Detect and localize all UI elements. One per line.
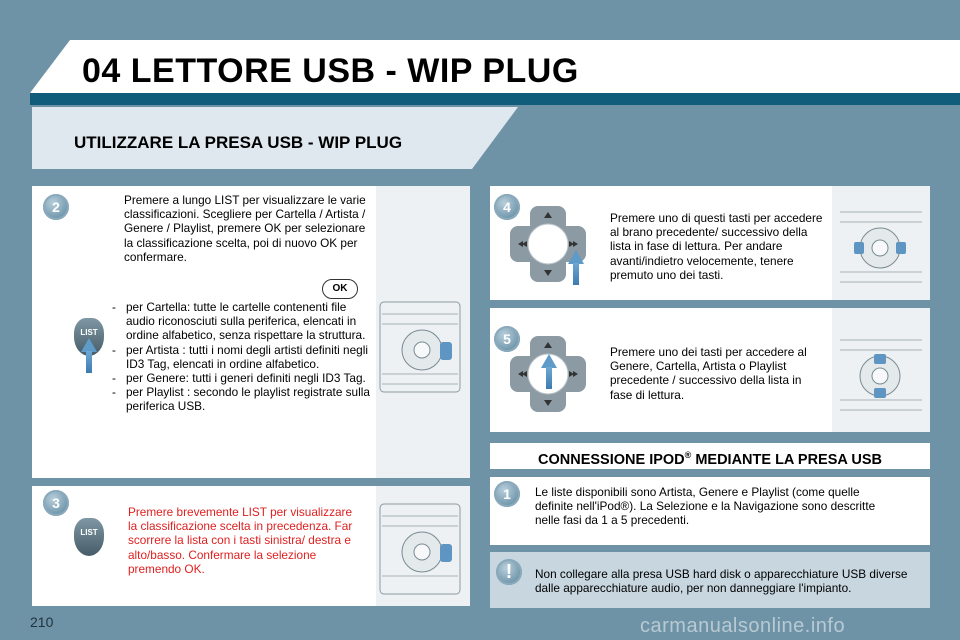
list-item: - per Genere: tutti i generi definiti negli ID3 Tag. (108, 371, 370, 385)
step-4-badge: 4 (494, 194, 520, 220)
ipod-heading-tail: MEDIANTE LA PRESA USB (691, 451, 882, 468)
step-4-text: Premere uno di questi tasti per accedere al brano precedente/ successivo della lista in fase di lettura. Per andare avanti/indietro velocemente, tenere premuto uno dei tasti. (610, 211, 823, 282)
press-arrow-icon (81, 338, 97, 352)
ipod-heading-main: CONNESSIONE IPOD (538, 451, 685, 468)
section-subtitle: UTILIZZARE LA PRESA USB - WIP PLUG (74, 133, 403, 152)
radio-panel-illustration (378, 500, 462, 598)
header-corner (30, 40, 70, 93)
step-2-badge: 2 (43, 194, 69, 220)
step-5-text: Premere uno dei tasti per accedere al Genere, Cartella, Artista o Playlist precedente / successivo della lista in fase di lettura. (610, 345, 807, 402)
ok-button-icon: OK (322, 279, 358, 299)
warning-text: Non collegare alla presa USB hard disk o apparecchiature USB diverse dalle apparecchiature audio, per non danneggiare l'impianto. (535, 567, 908, 596)
step-3-text: Premere brevemente LIST per visualizzare la classificazione scelta in precedenza. Far scorrere la lista con i tasti sinistra/ destra e alto/basso. Confermare la selezione premendo OK. (128, 505, 353, 576)
watermark-text: carmanualsonline.info (640, 615, 846, 637)
radio-panel-illustration (836, 204, 926, 290)
warning-icon: ! (496, 559, 522, 585)
press-arrow-stem (546, 367, 552, 389)
chapter-number: 04 (82, 52, 121, 90)
list-button-icon: LIST (74, 518, 104, 556)
ipod-section-heading (490, 443, 930, 469)
radio-panel-illustration (836, 332, 926, 418)
list-item: - per Playlist : secondo le playlist registrate sulla periferica USB. (108, 385, 370, 413)
press-arrow-stem (573, 263, 579, 285)
radio-panel-illustration (378, 298, 462, 396)
list-item: - per Artista : tutti i nomi degli artisti definiti negli ID3 Tag, elencati in ordine alfabetico. (108, 343, 370, 371)
ipod-heading-registered: ® (684, 450, 692, 460)
press-arrow-icon (568, 250, 584, 264)
step-1-badge: 1 (494, 481, 520, 507)
step-5-badge: 5 (494, 326, 520, 352)
step-2-bullet-list (108, 300, 370, 414)
list-item: - per Cartella: tutte le cartelle contenenti file audio riconosciuti sulla periferica, elencati in ordine alfabetico, senza rispettare la struttura. (108, 300, 370, 343)
press-arrow-icon (541, 354, 557, 368)
page-number: 210 (30, 614, 54, 630)
step-2-intro: Premere a lungo LIST per visualizzare le varie classificazioni. Scegliere per Cartella / Artista / Genere / Playlist, premere OK per selezionare la classificazione scelta, poi di nuovo OK per confermare. (124, 193, 366, 264)
step-3-badge: 3 (43, 490, 69, 516)
list-button-icon: LIST (74, 318, 104, 356)
chapter-title: LETTORE USB - WIP PLUG (130, 52, 579, 90)
step-1-text: Le liste disponibili sono Artista, Genere e Playlist (come quelle definite nell'iPod®). La Selezione e la Navigazione sono descritte nelle fasi da 1 a 5 precedenti. (535, 485, 876, 528)
header-band (30, 93, 960, 105)
page-title (82, 52, 579, 91)
press-arrow-stem (86, 351, 92, 373)
